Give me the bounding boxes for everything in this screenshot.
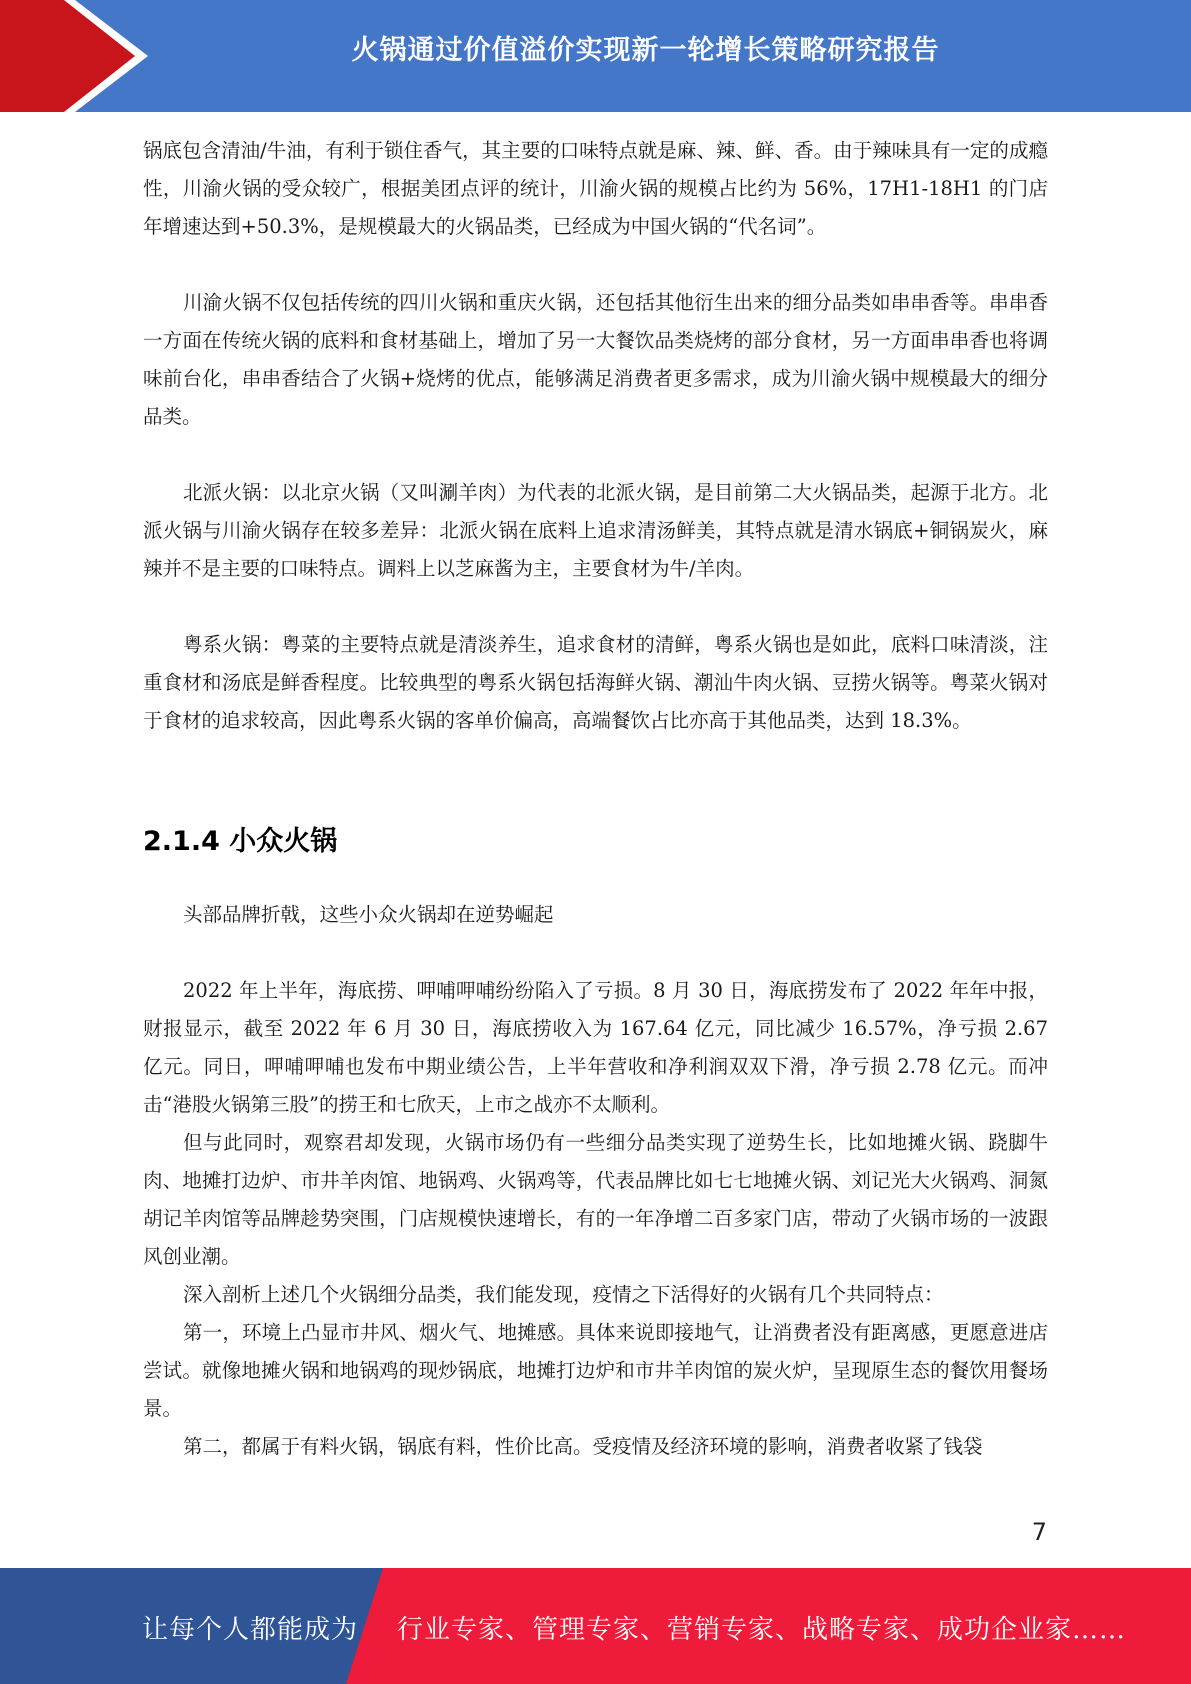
- paragraph: 2022 年上半年，海底捞、呷哺呷哺纷纷陷入了亏损。8 月 30 日，海底捞发布了 2022 年年中报，财报显示，截至 2022 年 6 月 30 日，海底捞收入为 167.64 亿元，同比减少 16.57%，净亏损 2.67 亿元。同日，呷哺呷哺也发布中期业绩公告，上半年营收和净利润双双下滑，净亏损 2.78 亿元。而冲击“港股火锅第三股”的捞王和七欣天，上市之战亦不太顺利。: [143, 979, 1048, 1116]
- document-title: 火锅通过价值溢价实现新一轮增长策略研究报告: [351, 35, 940, 66]
- paragraph: 头部品牌折戟，这些小众火锅却在逆势崛起: [183, 903, 554, 926]
- paragraph: 但与此同时，观察君却发现，火锅市场仍有一些细分品类实现了逆势生长，比如地摊火锅、跷脚牛肉、地摊打边炉、市井羊肉馆、地锅鸡、火锅鸡等，代表品牌比如七七地摊火锅、刘记光大火锅鸡、洞氮胡记羊肉馆等品牌趁势突围，门店规模快速增长，有的一年净增二百多家门店，带动了火锅市场的一波跟风创业潮。: [143, 1131, 1048, 1268]
- paragraph: 川渝火锅不仅包括传统的四川火锅和重庆火锅，还包括其他衍生出来的细分品类如串串香等。串串香一方面在传统火锅的底料和食材基础上，增加了另一大餐饮品类烧烤的部分食材，另一方面串串香也将调味前台化，串串香结合了火锅+烧烤的优点，能够满足消费者更多需求，成为川渝火锅中规模最大的细分品类。: [143, 291, 1048, 428]
- paragraph: 第二，都属于有料火锅，锅底有料，性价比高。受疫情及经济环境的影响，消费者收紧了钱袋: [183, 1435, 983, 1458]
- page-number: 7: [1031, 1518, 1047, 1546]
- page-header: [0, 0, 1191, 112]
- paragraph: 北派火锅：以北京火锅（又叫涮羊肉）为代表的北派火锅，是目前第二大火锅品类，起源于北方。北派火锅与川渝火锅存在较多差异：北派火锅在底料上追求清汤鲜美，其特点就是清水锅底+铜锅炭火，麻辣并不是主要的口味特点。调料上以芝麻酱为主，主要食材为牛/羊肉。: [143, 481, 1048, 580]
- header-chevron-icon: [0, 0, 160, 112]
- document-body: [143, 132, 1048, 1466]
- footer-slogan-right: 行业专家、管理专家、营销专家、战略专家、成功企业家……: [397, 1615, 1127, 1645]
- paragraph: 锅底包含清油/牛油，有利于锁住香气，其主要的口味特点就是麻、辣、鲜、香。由于辣味具有一定的成瘾性，川渝火锅的受众较广，根据美团点评的统计，川渝火锅的规模占比约为 56%，17H1-18H1 的门店年增速达到+50.3%，是规模最大的火锅品类，已经成为中国火锅的“代名词”。: [143, 139, 1048, 238]
- page-footer: [0, 1568, 1191, 1684]
- paragraph: 深入剖析上述几个火锅细分品类，我们能发现，疫情之下活得好的火锅有几个共同特点：: [183, 1283, 944, 1306]
- section-heading: 2.1.4 小众火锅: [143, 826, 338, 857]
- paragraph: 粤系火锅：粤菜的主要特点就是清淡养生，追求食材的清鲜，粤系火锅也是如此，底料口味清淡，注重食材和汤底是鲜香程度。比较典型的粤系火锅包括海鲜火锅、潮汕牛肉火锅、豆捞火锅等。粤菜火锅对于食材的追求较高，因此粤系火锅的客单价偏高，高端餐饮占比亦高于其他品类，达到 18.3%。: [143, 633, 1048, 732]
- footer-slogan-left: 让每个人都能成为: [142, 1615, 359, 1645]
- paragraph: 第一，环境上凸显市井风、烟火气、地摊感。具体来说即接地气，让消费者没有距离感，更愿意进店尝试。就像地摊火锅和地锅鸡的现炒锅底，地摊打边炉和市井羊肉馆的炭火炉，呈现原生态的餐饮用餐场景。: [143, 1321, 1048, 1420]
